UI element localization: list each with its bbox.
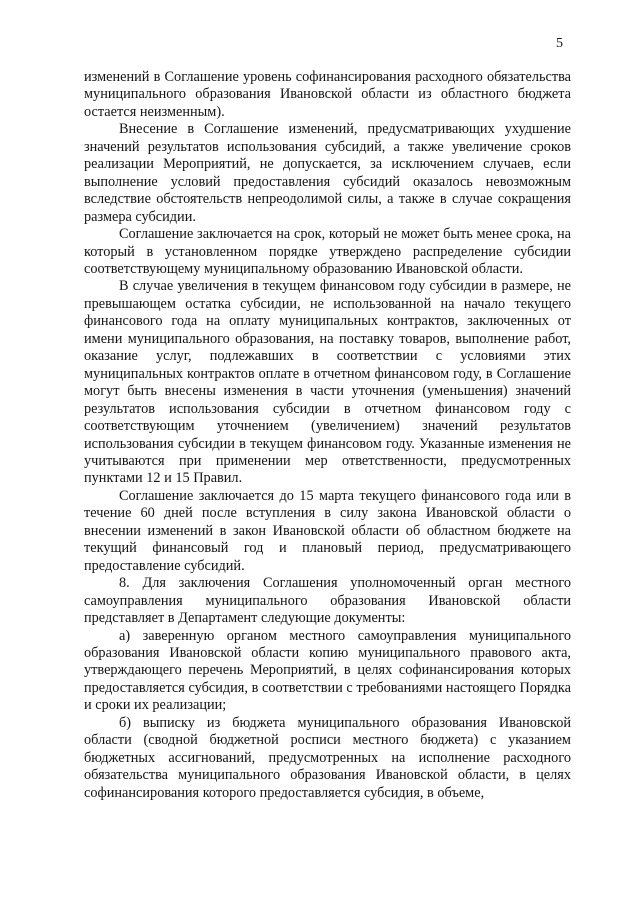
paragraph-section-8: 8. Для заключения Соглашения уполномоченный орган местного самоуправления муниципального образования Ивановской области представляет в Департамент следующие документы: <box>84 575 571 627</box>
paragraph-agreement-deadline: Соглашение заключается до 15 марта текущего финансового года или в течение 60 дней после вступления в силу закона Ивановской области о внесении изменений в закон Ивановской области об областном бюджете на текущий финансовый год и плановый период, предусматривающего предоставление субсидий. <box>84 487 571 574</box>
list-item-b: б) выписку из бюджета муниципального образования Ивановской области (сводной бюджетной росписи местного бюджета) с указанием бюджетных ассигнований, предусмотренных на исполнение расходного обязательства муниципального образования Ивановской области, в целях софинансирования которого предоставляется субсидия, в объеме, <box>84 714 571 801</box>
paragraph-amendment-restrictions: Внесение в Соглашение изменений, предусматривающих ухудшение значений результатов использования субсидий, а также увеличение сроков реализации Мероприятий, не допускается, за исключением случаев, если выполнение условий предоставления субсидий оказалось невозможным вследствие обстоятельств непреодолимой силы, а также в случае сокращения размера субсидии. <box>84 121 571 225</box>
paragraph-agreement-term: Соглашение заключается на срок, который не может быть менее срока, на который в установленном порядке утверждено распределение субсидии соответствующему муниципальному образованию Ивановской области. <box>84 226 571 277</box>
list-item-a: а) заверенную органом местного самоуправления муниципального образования Ивановской области копию муниципального правового акта, утверждающего перечень Мероприятий, в целях софинансирования которых предоставляется субсидия, в соответствии с требованиями настоящего Порядка и сроки их реализации; <box>84 627 571 714</box>
document-body <box>84 69 571 802</box>
paragraph-continuation: изменений в Соглашение уровень софинансирования расходного обязательства муниципального образования Ивановской области из областного бюджета остается неизменным). <box>84 69 571 120</box>
paragraph-subsidy-increase: В случае увеличения в текущем финансовом году субсидии в размере, не превышающем остатка субсидии, не использованной на начало текущего финансового года на оплату муниципальных контрактов, заключенных от имени муниципального образования, на поставку товаров, выполнение работ, оказание услуг, подлежавших в соответствии с условиями этих муниципальных контрактов оплате в отчетном финансовом году, в Соглашение могут быть внесены изменения в части уточнения (уменьшения) значений результатов использования субсидии в отчетном финансовом году с соответствующим уточнением (увеличением) значений результатов использования субсидии в текущем финансовом году. Указанные изменения не учитываются при применении мер ответственности, предусмотренных пунктами 12 и 15 Правил. <box>84 278 571 487</box>
page-number: 5 <box>556 36 563 51</box>
